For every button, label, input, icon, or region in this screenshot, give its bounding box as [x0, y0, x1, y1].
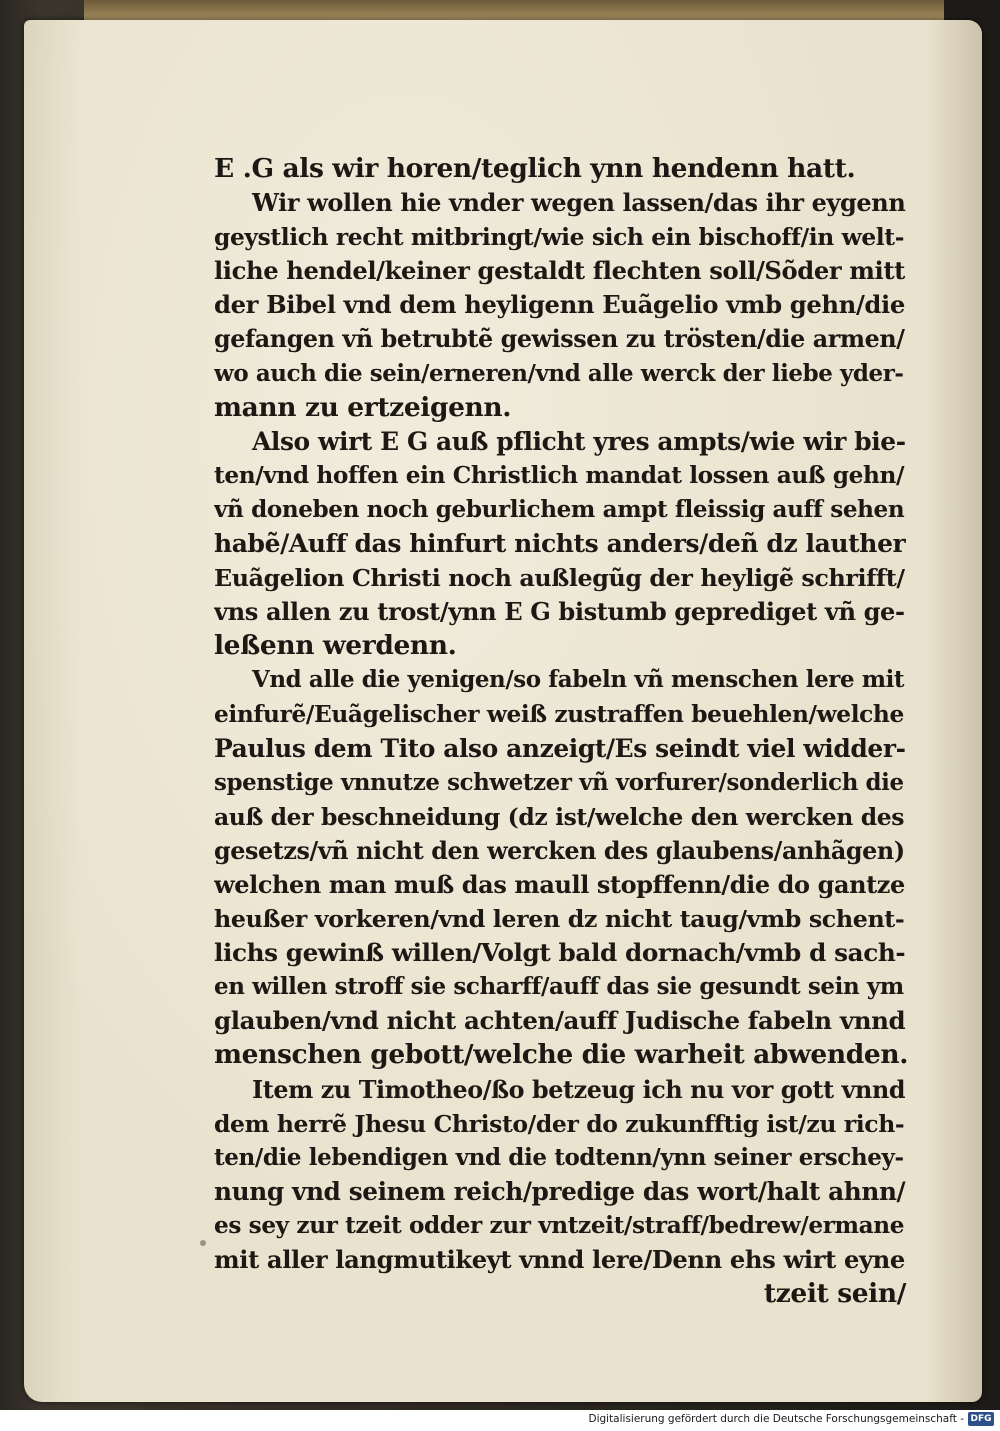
text-line: mit aller langmutikeyt vnnd lere/Denn ehs wirt eyne: [214, 1245, 905, 1274]
text-line: glauben/vnd nicht achten/auff Judische fabeln vnnd: [214, 1006, 906, 1036]
text-line: habẽ/Auff das hinfurt nichts anders/deñ dz lauther: [214, 529, 906, 559]
text-line: Item zu Timotheo/ßo betzeug ich nu vor gott vnnd: [252, 1075, 906, 1104]
ink-smudge: [200, 1240, 206, 1246]
text-line: leßenn werdenn.: [214, 630, 457, 662]
page-text: [214, 152, 914, 1311]
text-line: spenstige vnnutze schwetzer vñ vorfurer/sonderlich die: [214, 768, 904, 796]
text-line: ten/vnd hoffen ein Christlich mandat lossen auß gehn/: [214, 461, 905, 489]
text-line: E .G als wir horen/teglich ynn hendenn hatt.: [214, 153, 856, 184]
text-line: gefangen vñ betrubtẽ gewissen zu trösten/die armen/: [214, 325, 905, 354]
text-line: liche hendel/keiner gestaldt flechten soll/Sõder mitt: [214, 256, 905, 286]
text-line: Wir wollen hie vnder wegen lassen/das ihr eygenn: [252, 188, 906, 218]
text-line: vñ doneben noch geburlichem ampt fleissig auff sehen: [214, 495, 905, 523]
text-line: en willen stroff sie scharff/auff das sie gesundt sein ym: [214, 973, 904, 1001]
catchword: tzeit sein/: [763, 1278, 906, 1310]
dfg-logo-icon: DFG: [968, 1412, 994, 1426]
footer-credit: Digitalisierung gefördert durch die Deutsche Forschungsgemeinschaft -: [588, 1413, 964, 1425]
text-line: dem herrẽ Jhesu Christo/der do zukunfftig ist/zu rich-: [214, 1109, 905, 1138]
text-line: Paulus dem Tito also anzeigt/Es seindt viel widder-: [214, 733, 906, 763]
text-line: lichs gewinß willen/Volgt bald dornach/vmb d sach-: [214, 938, 906, 968]
text-line: geystlich recht mitbringt/wie sich ein bischoff/in welt-: [214, 223, 904, 252]
text-line: wo auch die sein/erneren/vnd alle werck der liebe yder-: [214, 359, 904, 387]
text-line: ten/die lebendigen vnd die todtenn/ynn seiner erschey-: [214, 1143, 904, 1171]
text-line: menschen gebott/welche die warheit abwenden.: [214, 1039, 909, 1071]
text-line: einfurẽ/Euãgelischer weiß zustraffen beuehlen/welche: [214, 700, 904, 728]
text-line: es sey zur tzeit odder zur vntzeit/straff/bedrew/ermane: [214, 1211, 905, 1239]
text-line: auß der beschneidung (dz ist/welche den wercken des: [214, 802, 905, 831]
text-line: Euãgelion Christi noch außlegũg der heyligẽ schrifft/: [214, 564, 905, 593]
text-line: Also wirt E G auß pflicht yres ampts/wie wir bie-: [252, 426, 906, 456]
text-line: der Bibel vnd dem heyligenn Euãgelio vmb gehn/die: [214, 290, 905, 320]
text-line: Vnd alle die yenigen/so fabeln vñ menschen lere mit: [252, 666, 905, 694]
text-line: mann zu ertzeigenn.: [214, 391, 512, 423]
text-line: welchen man muß das maull stopffenn/die do gantze: [214, 869, 905, 899]
text-line: heußer vorkeren/vnd leren dz nicht taug/vmb schent-: [214, 905, 905, 934]
text-line: nung vnd seinem reich/predige das wort/halt ahnn/: [214, 1176, 906, 1206]
text-line: gesetzs/vñ nicht den wercken des glaubens/anhãgen): [214, 836, 905, 865]
text-line: vns allen zu trost/ynn E G bistumb geprediget vñ ge-: [214, 597, 905, 627]
